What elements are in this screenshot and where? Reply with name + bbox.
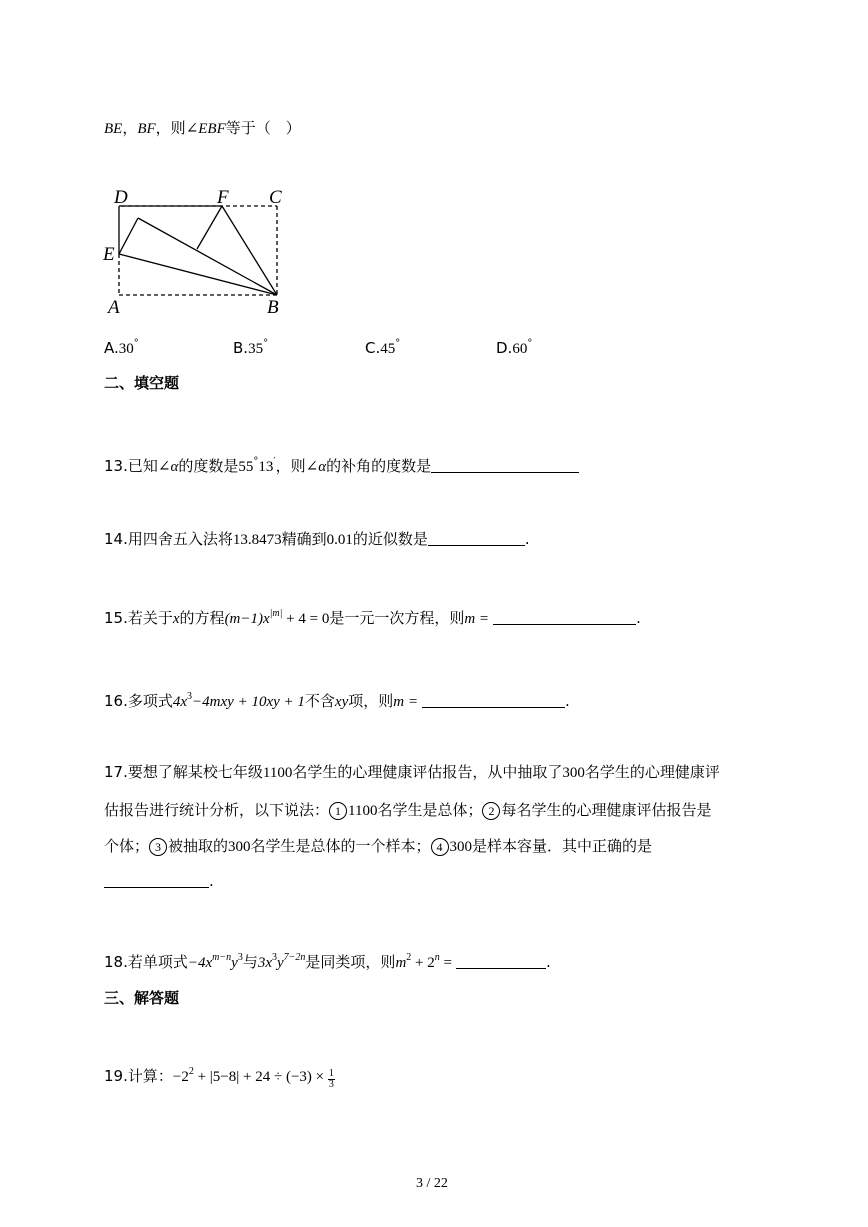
label-a: A	[108, 297, 120, 317]
option-value: 45	[380, 341, 396, 357]
question-19	[104, 1067, 335, 1090]
q18-monomial: 3x	[257, 955, 272, 971]
q18-monomial: y	[277, 955, 284, 971]
q12-suffix: 等于（ ）	[225, 119, 301, 137]
question-13	[104, 457, 579, 475]
seg-fb	[222, 206, 277, 295]
question-number: 19.	[104, 1067, 128, 1085]
q18-monomial: −4x	[187, 955, 213, 971]
answer-blank[interactable]	[422, 692, 565, 708]
option-b[interactable]	[233, 339, 268, 357]
q18-exponent: 3	[272, 952, 277, 963]
degree-sign: °	[263, 338, 269, 349]
section-heading-solve: 三、解答题	[104, 989, 180, 1007]
q13-degrees: 55	[238, 459, 254, 475]
seg-fold-e	[119, 218, 138, 254]
label-b: B	[267, 297, 279, 317]
q13-alpha: ∠α	[305, 459, 327, 475]
question-17-line-1	[104, 765, 720, 781]
q18-text: 是同类项，则	[305, 953, 396, 971]
seg-fold-f	[197, 206, 222, 249]
degree-sign: °	[133, 338, 139, 349]
q15-text: 若关于	[127, 609, 173, 627]
option-a[interactable]	[104, 339, 139, 357]
q19-expression: −2	[172, 1069, 189, 1085]
label-f: F	[217, 187, 229, 208]
q13-text: 的度数是	[178, 457, 239, 475]
q18-expression: + 2	[411, 955, 435, 971]
period: .	[524, 530, 530, 548]
degree-sign: °	[253, 456, 259, 467]
question-16	[104, 692, 570, 710]
option-value: 60	[512, 341, 528, 357]
q14-text: 用四舍五入法将	[127, 530, 233, 548]
q19-exponent: 2	[188, 1066, 194, 1077]
q18-exponent: 2	[406, 952, 412, 963]
circled-number: 4	[431, 838, 449, 856]
q16-m: m =	[393, 694, 418, 710]
answer-blank[interactable]	[493, 609, 636, 625]
answer-blank[interactable]	[431, 457, 579, 473]
seg-fold-b	[138, 218, 277, 295]
q17-text: 名学生的心理健康评	[584, 763, 720, 781]
q15-text: 的方程	[179, 609, 225, 627]
q16-polynomial: 4x	[172, 694, 188, 710]
option-value: 30	[118, 341, 134, 357]
question-number: 14.	[104, 530, 128, 548]
q13-text: ，则	[275, 457, 306, 475]
q18-exponent: n	[434, 952, 440, 963]
period: .	[209, 872, 214, 890]
answer-blank[interactable]	[104, 872, 209, 888]
q15-equation: + 4 = 0	[282, 611, 330, 627]
q12-tail	[104, 121, 301, 137]
q16-polynomial: −4mxy + 10xy + 1	[192, 694, 305, 710]
q19-expression: + |5−8| + 24 ÷ (−3) ×	[193, 1069, 328, 1085]
question-17-line-3	[104, 838, 652, 856]
q17-text: 要想了解某校七年级	[127, 763, 263, 781]
q17-text: 名学生的心理健康评估报告，从中抽取了	[292, 763, 563, 781]
q12-bf: BF	[137, 121, 156, 137]
q15-text: 是一元一次方程，则	[329, 609, 465, 627]
label-d: D	[114, 187, 128, 208]
q18-exponent: m−n	[212, 952, 232, 963]
period: .	[564, 692, 570, 710]
question-number: 15.	[104, 609, 128, 627]
fraction-denominator: 3	[328, 1079, 334, 1090]
q15-variable: x	[172, 611, 180, 627]
answer-blank[interactable]	[456, 953, 546, 969]
fraction-numerator: 1	[328, 1068, 334, 1079]
option-c[interactable]	[365, 339, 400, 357]
q17-text: 名学生是总体的一个样本；	[250, 837, 431, 855]
q14-text: 的近似数是	[352, 530, 428, 548]
question-number: 18.	[104, 953, 128, 971]
q14-value: 13.8473	[232, 532, 282, 548]
q19-text: 计算：	[127, 1067, 173, 1085]
question-17-line-2	[104, 802, 712, 820]
question-14	[104, 530, 530, 548]
q18-text: 若单项式	[127, 953, 188, 971]
q15-exponent: |m|	[269, 608, 283, 619]
q17-text: 估报告进行统计分析，以下说法：	[104, 801, 330, 819]
seg-eb	[119, 254, 277, 295]
q15-m: m =	[464, 611, 490, 627]
label-e: E	[103, 244, 115, 265]
degree-sign: °	[527, 338, 533, 349]
question-number: 17.	[104, 763, 128, 781]
page-number: 3 / 22	[416, 1176, 448, 1191]
section-heading-fill-in: 二、填空题	[104, 374, 180, 392]
question-18	[104, 953, 551, 971]
q13-alpha: ∠α	[157, 459, 179, 475]
q12-ze: ，则	[155, 119, 186, 137]
option-letter: C.	[365, 339, 381, 357]
circled-number: 1	[329, 802, 347, 820]
answer-blank[interactable]	[428, 530, 525, 546]
q16-text: 多项式	[127, 692, 173, 710]
q18-exponent: 7−2n	[283, 952, 306, 963]
option-letter: D.	[496, 339, 513, 357]
q17-number: 1100	[262, 765, 293, 781]
q18-monomial: y	[231, 955, 238, 971]
q18-expression: m	[395, 955, 407, 971]
minute-sign: ′	[273, 456, 276, 467]
q17-text: 是样本容量．其中正确的是	[472, 837, 653, 855]
q13-text: 已知	[127, 457, 158, 475]
q17-number: 1100	[348, 803, 378, 819]
q16-text: 项，则	[348, 692, 394, 710]
q16-text: 不含	[304, 692, 335, 710]
q17-number: 300	[449, 839, 473, 855]
q12-angle: ∠EBF	[185, 121, 226, 137]
question-number: 16.	[104, 692, 128, 710]
option-d[interactable]	[496, 339, 532, 357]
period: .	[636, 609, 641, 627]
question-number: 13.	[104, 457, 128, 475]
q15-equation: (m−1)x	[224, 611, 270, 627]
q14-text: 精确到	[281, 530, 327, 548]
q18-expression: =	[439, 955, 452, 971]
q14-precision: 0.01	[326, 532, 353, 548]
q17-number: 300	[562, 765, 585, 781]
q17-number: 300	[228, 839, 251, 855]
q12-comma: ，	[122, 119, 138, 137]
option-letter: B.	[233, 339, 249, 357]
q12-be: BE	[104, 121, 123, 137]
q13-text: 的补角的度数是	[326, 457, 432, 475]
q19-fraction	[328, 1069, 335, 1090]
degree-sign: °	[395, 338, 401, 349]
q18-exponent: 3	[237, 952, 243, 963]
period: .	[545, 953, 551, 971]
option-value: 35	[248, 341, 264, 357]
question-15	[104, 609, 641, 627]
option-letter: A.	[104, 339, 119, 357]
q17-text: 每名学生的心理健康评估报告是	[501, 801, 712, 819]
question-17-line-4	[104, 872, 214, 889]
q16-exponent: 3	[187, 691, 193, 702]
q17-text: 名学生是总体；	[377, 801, 483, 819]
circled-number: 3	[149, 838, 167, 856]
rectangle-fold-figure	[95, 182, 295, 317]
q18-text: 与	[242, 953, 258, 971]
circled-number: 2	[482, 802, 500, 820]
q16-xy: xy	[334, 694, 349, 710]
q17-text: 被抽取的	[168, 837, 229, 855]
q17-text: 个体；	[104, 837, 150, 855]
label-c: C	[269, 187, 282, 208]
q13-minutes: 13	[258, 459, 274, 475]
